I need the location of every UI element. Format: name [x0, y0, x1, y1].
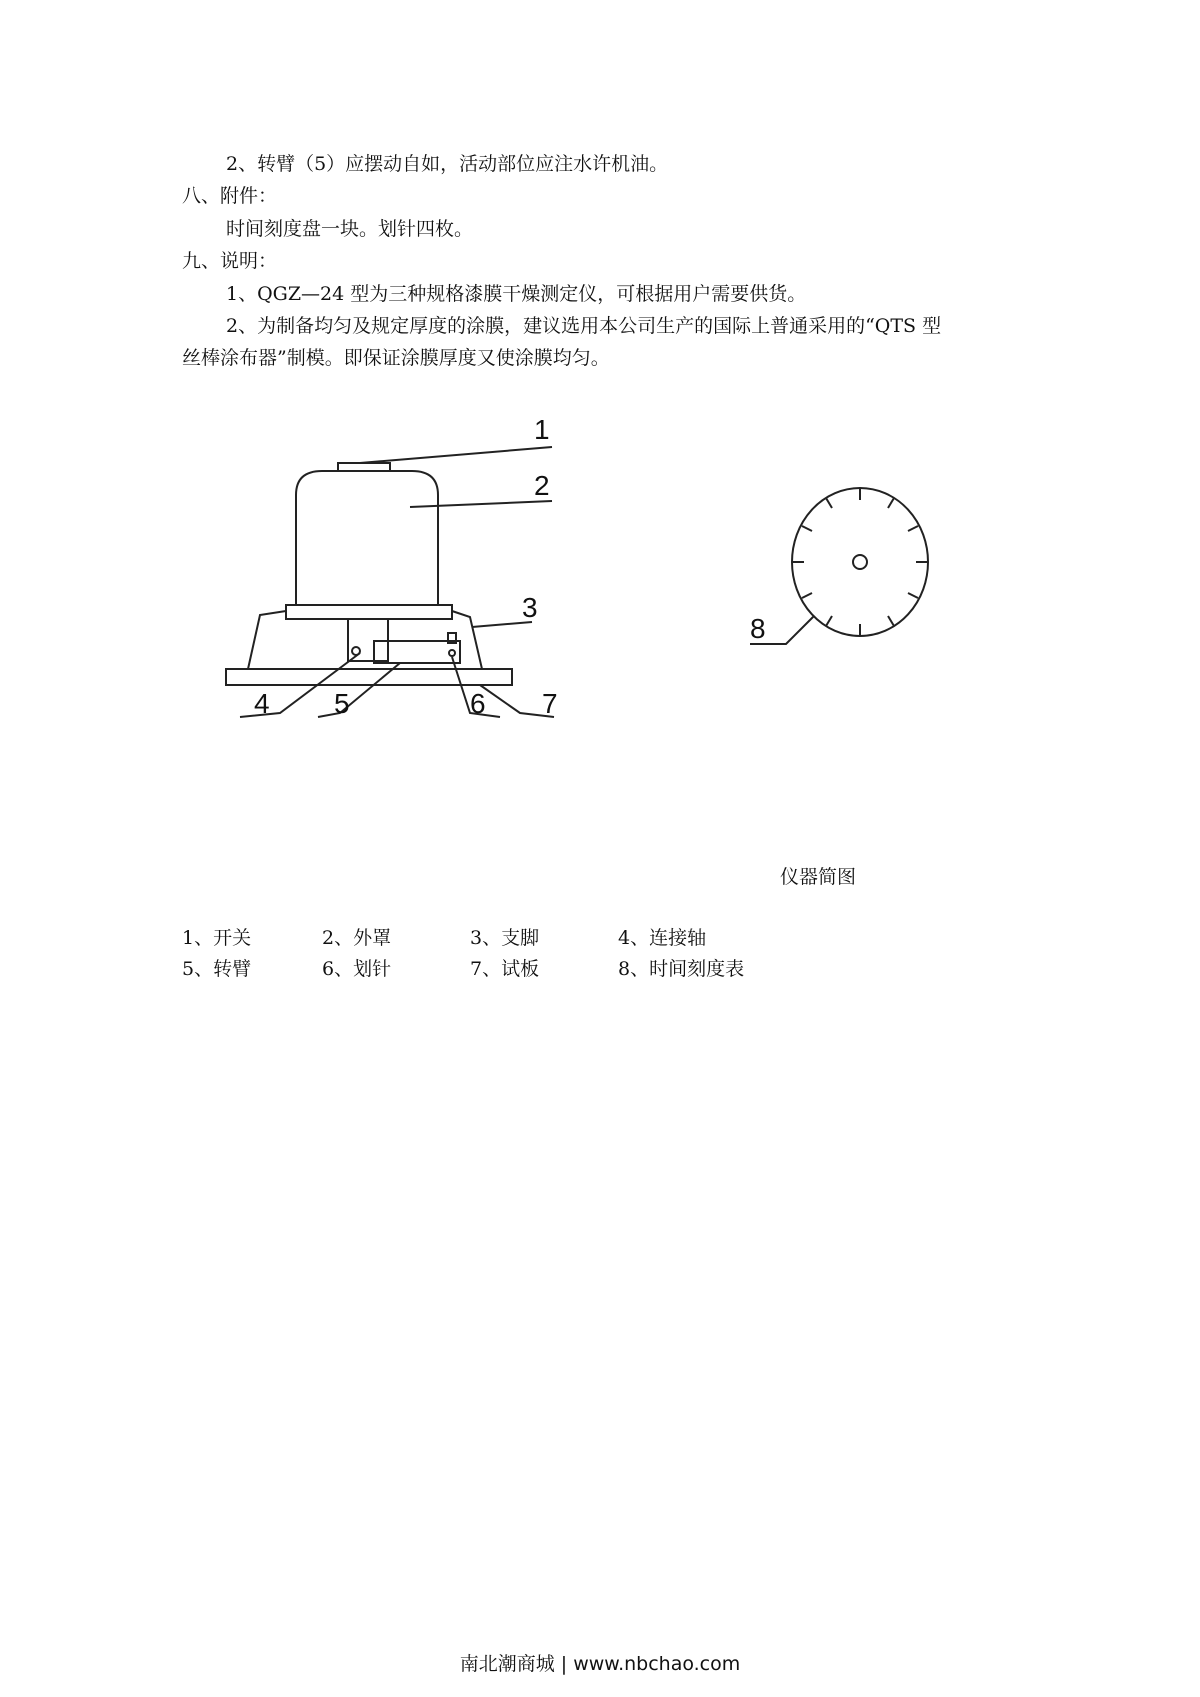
legend-item-switch: 1、开关	[182, 927, 252, 949]
diagram-label-3: 3	[522, 592, 538, 623]
legend-item-needle: 6、划针	[322, 958, 392, 980]
figure-caption: 仪器简图	[780, 866, 857, 888]
leader-line-5	[318, 663, 400, 717]
dial-circle	[792, 488, 928, 636]
diagram-label-5: 5	[334, 688, 350, 719]
para-maintenance-2: 2、转臂（5）应摆动自如，活动部位应注水许机油。	[226, 153, 669, 175]
leader-line-2	[410, 501, 552, 507]
legend-item-shaft: 4、连接轴	[618, 927, 707, 949]
instrument-diagram	[200, 395, 570, 755]
diagram-label-7: 7	[542, 688, 558, 719]
section-heading-notes: 九、说明：	[182, 250, 278, 272]
section-heading-accessories: 八、附件：	[182, 185, 278, 207]
legend-item-arm: 5、转臂	[182, 958, 252, 980]
time-scale-dial-diagram	[720, 470, 960, 670]
base-ring-part	[286, 605, 452, 619]
legend-item-time-scale: 8、时间刻度表	[618, 958, 745, 980]
diagram-label-2: 2	[534, 470, 550, 501]
diagram-label-8: 8	[750, 613, 766, 644]
dial-center-hole	[853, 555, 867, 569]
para-accessories: 时间刻度盘一块。划针四枚。	[226, 218, 474, 240]
leg-left	[248, 611, 286, 669]
diagram-label-1: 1	[534, 414, 550, 445]
para-note-2-line2: 丝棒涂布器”制模。即保证涂膜厚度又使涂膜均匀。	[182, 347, 610, 369]
footer-site-link[interactable]: 南北潮商城 | www.nbchao.com	[459, 1653, 741, 1675]
para-note-2-line1: 2、为制备均匀及规定厚度的涂膜，建议选用本公司生产的国际上普通采用的“QTS 型	[226, 315, 942, 337]
diagram-label-6: 6	[470, 688, 486, 719]
legend-item-panel: 7、试板	[470, 958, 540, 980]
test-panel-part	[226, 669, 512, 685]
switch-part	[338, 463, 390, 471]
legend-item-cover: 2、外罩	[322, 927, 392, 949]
diagram-label-4: 4	[254, 688, 270, 719]
para-note-1: 1、QGZ—24 型为三种规格漆膜干燥测定仪，可根据用户需要供货。	[226, 283, 807, 305]
arm-part	[374, 641, 460, 663]
cover-part	[296, 471, 438, 605]
legend-item-leg: 3、支脚	[470, 927, 540, 949]
leader-line-1	[360, 447, 552, 463]
